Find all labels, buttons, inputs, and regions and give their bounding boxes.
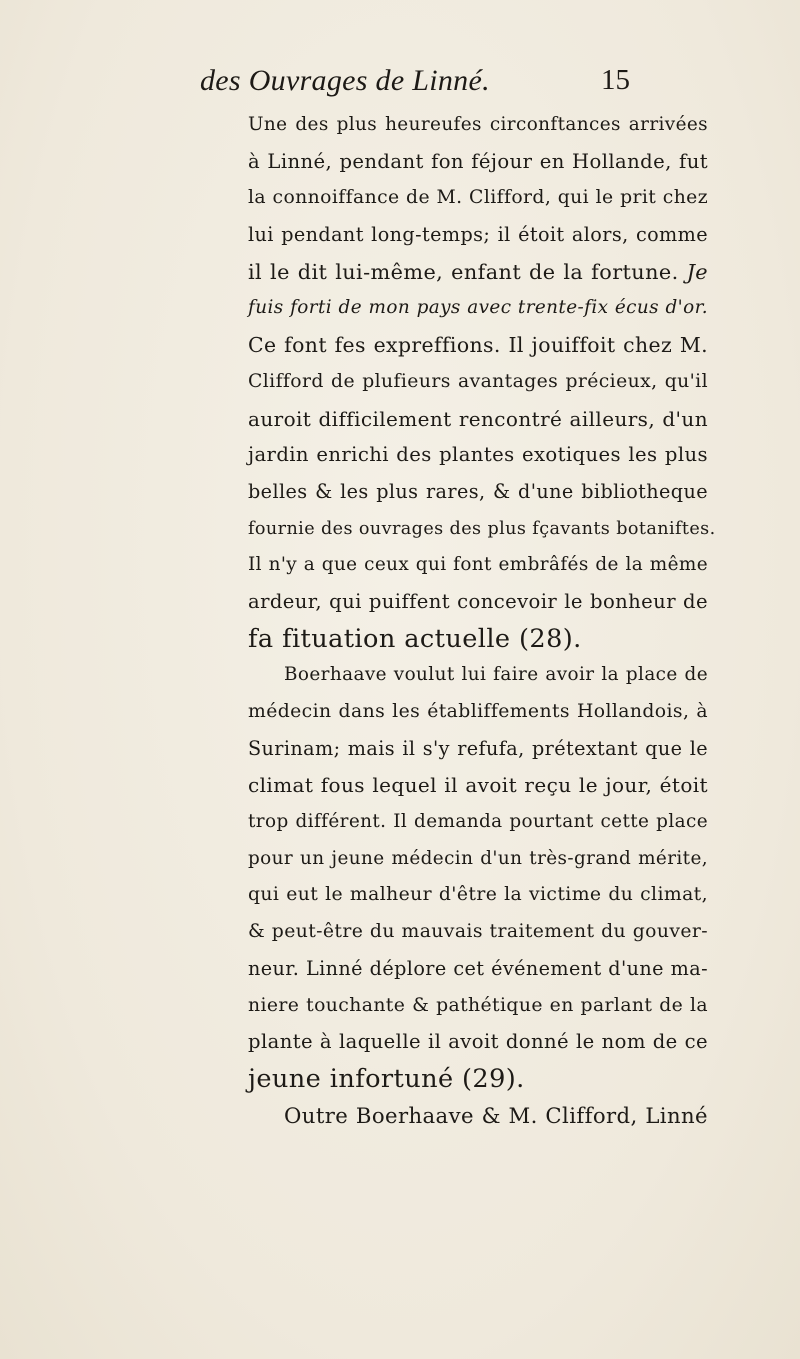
- page-header: [200, 64, 630, 104]
- text-line: jardin enrichi des plantes exotiques les plus: [248, 443, 708, 467]
- paragraph-1: [248, 107, 716, 657]
- text-line: niere touchante & pathétique en parlant de la: [248, 994, 708, 1016]
- text-line: plante à laquelle il avoit donné le nom de ce: [248, 1030, 708, 1054]
- text-line: [248, 254, 708, 291]
- text-line: qui eut le malheur d'être la victime du climat,: [248, 884, 708, 906]
- text-line: & peut-être du mauvais traitement du gouver-: [248, 921, 708, 943]
- text-line: trop différent. Il demanda pourtant cette place: [248, 811, 708, 833]
- text-line: Une des plus heureufes circonftances arrivées: [248, 114, 708, 135]
- italic-span: Je: [686, 259, 709, 284]
- body-text: [248, 107, 716, 1134]
- text-line: médecin dans les établiffements Hollandois, à: [248, 701, 708, 722]
- text-line: fa fituation actuelle (28).: [248, 623, 582, 654]
- text-line: à Linné, pendant fon féjour en Hollande, fut: [248, 149, 708, 173]
- text-line: lui pendant long-temps; il étoit alors, comme: [248, 223, 708, 247]
- text-line: neur. Linné déplore cet événement d'une ma-: [248, 956, 708, 980]
- text-span: il le dit lui-même, enfant de la fortune.: [248, 259, 679, 284]
- text-line: ardeur, qui puiffent concevoir le bonheur de: [248, 589, 708, 613]
- paragraph-2: [248, 657, 708, 1097]
- text-line: la connoiffance de M. Clifford, qui le prit chez: [248, 187, 708, 209]
- text-line: Outre Boerhaave & M. Clifford, Linné: [284, 1102, 708, 1128]
- text-line: belles & les plus rares, & d'une bibliotheque: [248, 479, 708, 503]
- text-line: climat fous lequel il avoit reçu le jour, étoit: [248, 773, 708, 798]
- text-line: Ce font fes expreffions. Il jouiffoit chez M.: [248, 333, 708, 358]
- paragraph-3: [248, 1098, 708, 1135]
- text-line: fournie des ouvrages des plus fçavants botaniftes.: [248, 518, 716, 539]
- text-line: Il n'y a que ceux qui font embrâfés de la même: [248, 554, 708, 576]
- text-line: pour un jeune médecin d'un très-grand mérite,: [248, 847, 708, 869]
- page-number: 15: [601, 64, 630, 96]
- running-title: des Ouvrages de Linné.: [200, 64, 490, 97]
- text-line: Clifford de plufieurs avantages précieux, qu'il: [248, 370, 708, 392]
- text-line-italic: fuis forti de mon pays avec trente-fix écus d'or.: [248, 297, 708, 319]
- text-line: jeune infortuné (29).: [248, 1063, 525, 1094]
- text-line: auroit difficilement rencontré ailleurs, d'un: [248, 406, 708, 431]
- text-line: Surinam; mais il s'y refufa, prétextant que le: [248, 736, 708, 760]
- text-line: Boerhaave voulut lui faire avoir la place de: [284, 664, 708, 686]
